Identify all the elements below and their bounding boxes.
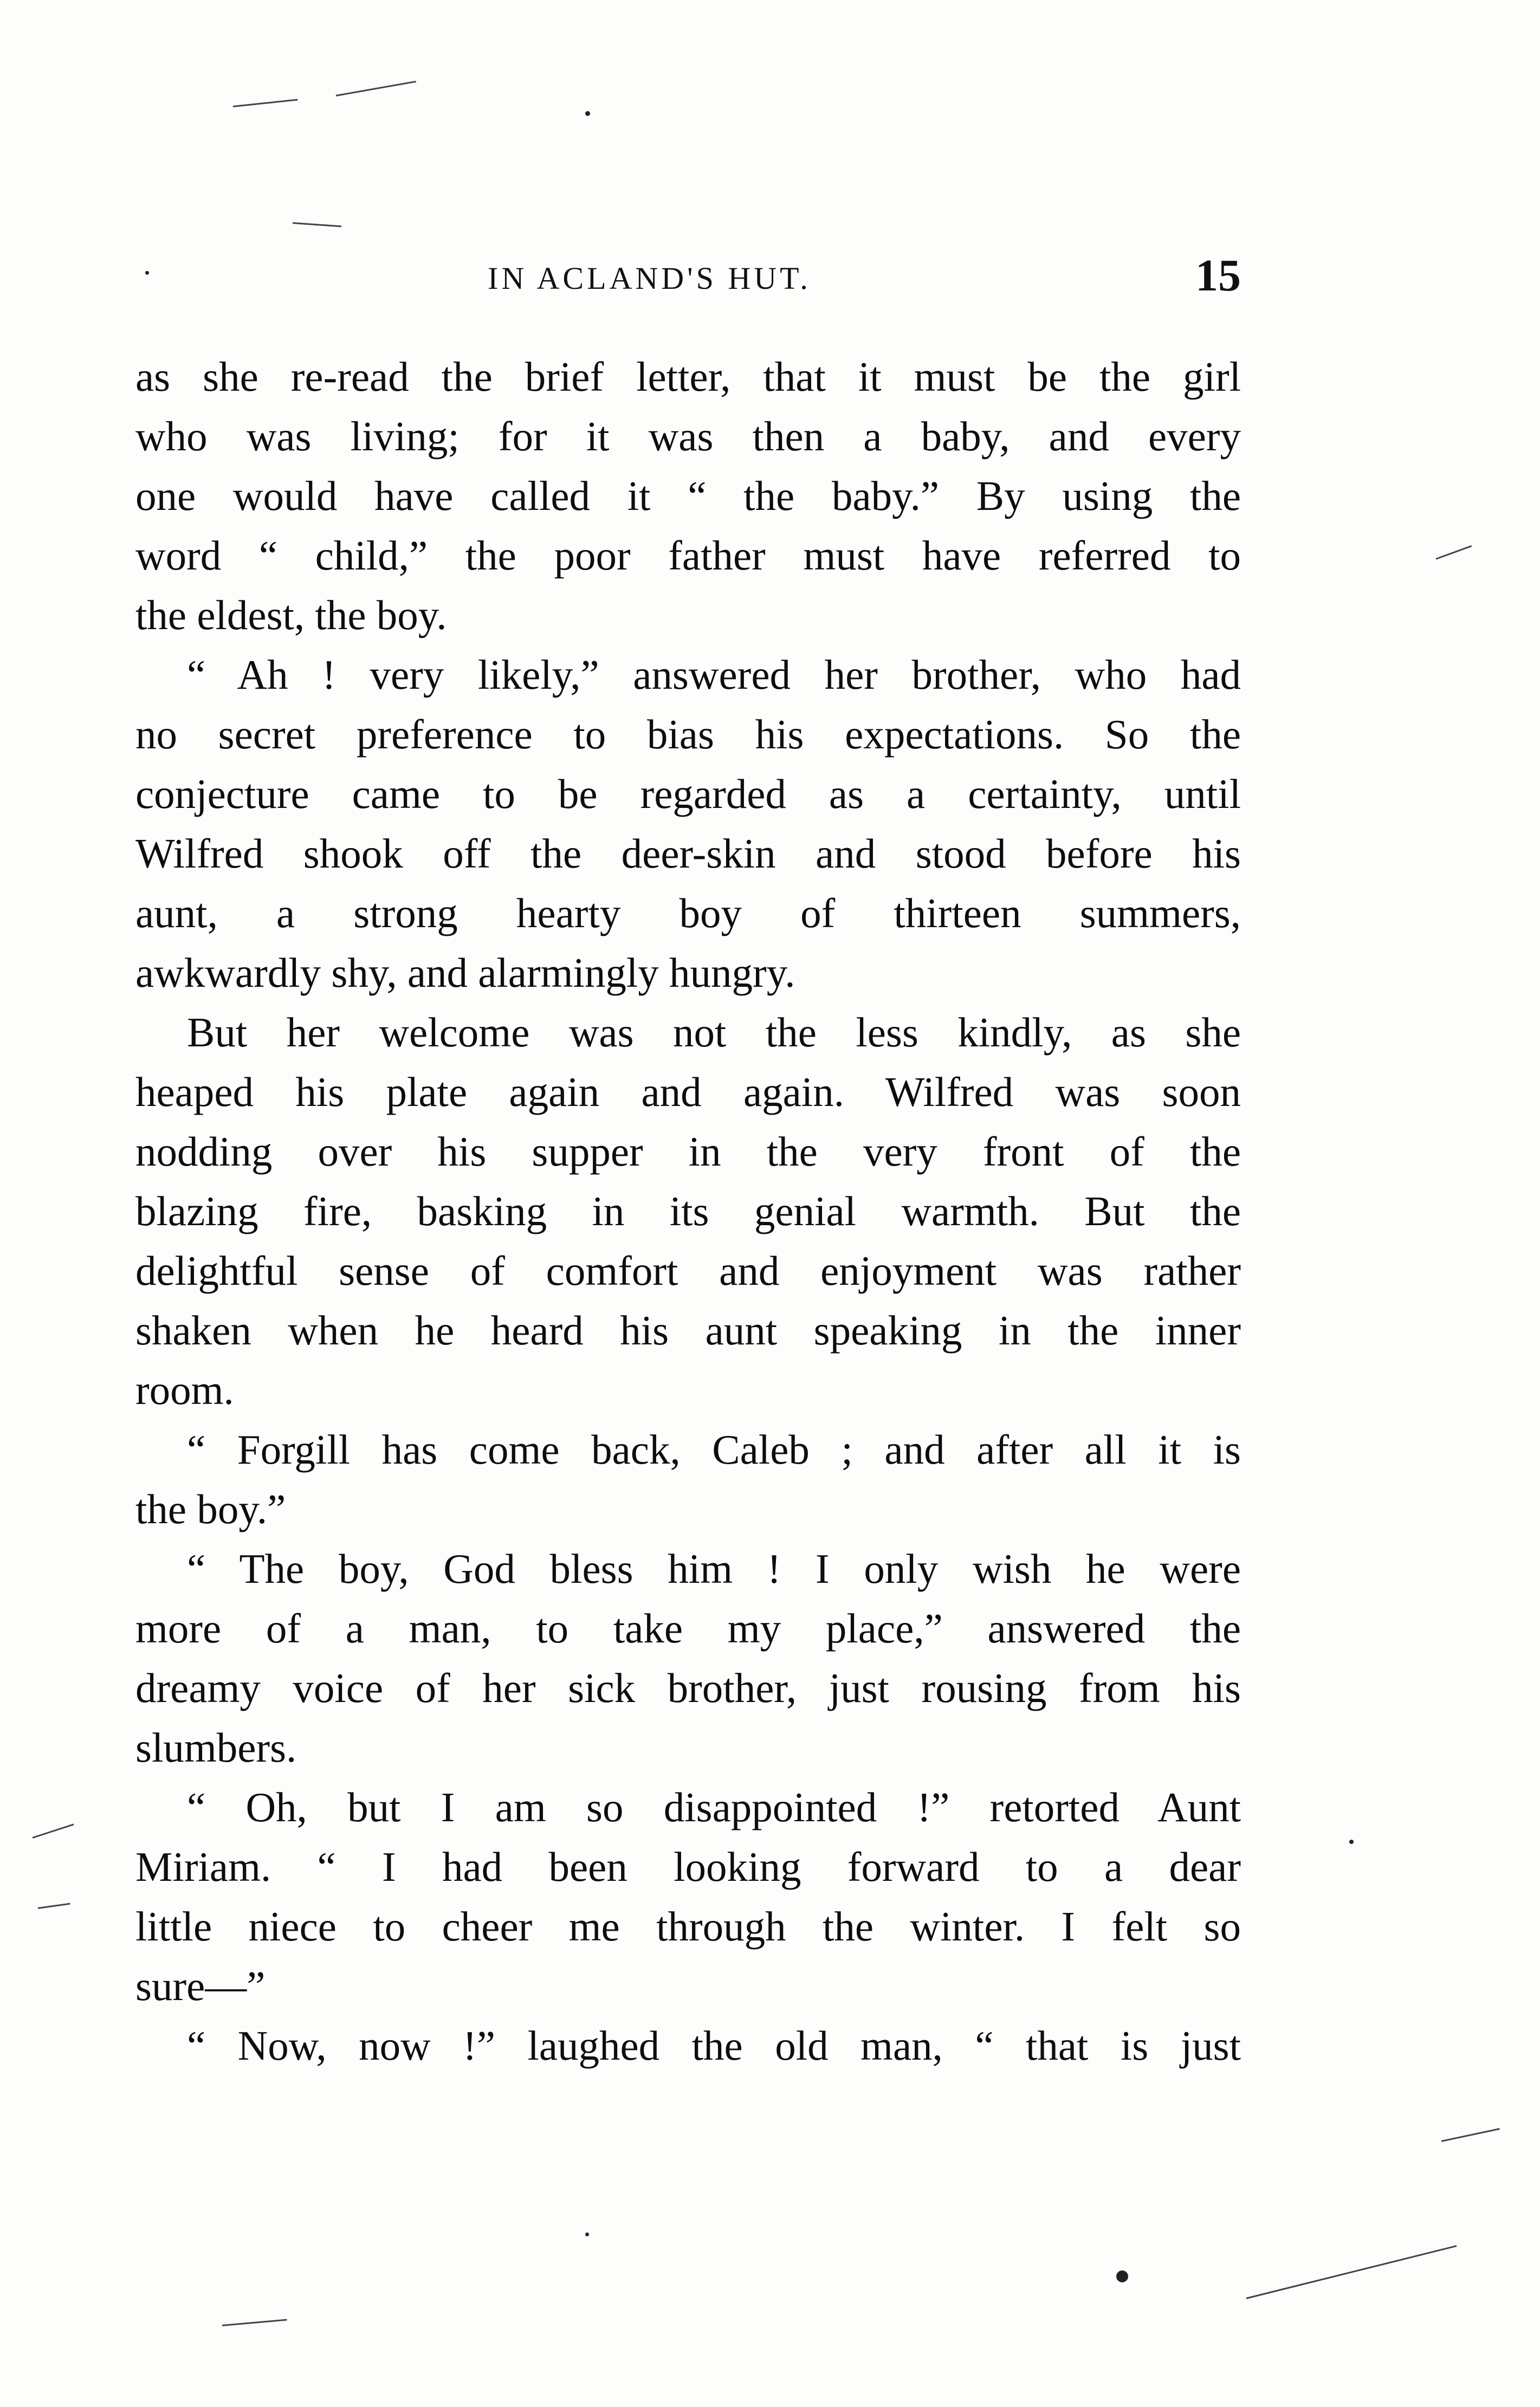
text-line: “ Ah ! very likely,” answered her brother, who had: [187, 651, 1241, 698]
text-line: the eldest, the boy.: [135, 592, 447, 638]
text-line: “ The boy, God bless him ! I only wish he were: [187, 1545, 1241, 1592]
text-line: dreamy voice of her sick brother, just rousing from his: [135, 1665, 1241, 1711]
text-line: sure—”: [135, 1963, 266, 2009]
scan-mark: [336, 81, 416, 96]
text-line: “ Oh, but I am so disappointed !” retorted Aunt: [187, 1784, 1241, 1830]
page-number: 15: [1195, 250, 1241, 301]
running-title: IN ACLAND'S HUT.: [488, 261, 811, 296]
text-line: “ Forgill has come back, Caleb ; and after all it is: [187, 1426, 1241, 1473]
paragraph: [135, 1420, 1241, 1539]
paragraph: [135, 1539, 1241, 1777]
text-line: room.: [135, 1367, 234, 1413]
text-line: nodding over his supper in the very front of the: [135, 1128, 1241, 1175]
text-line: more of a man, to take my place,” answered the: [135, 1605, 1241, 1652]
scan-speck: [585, 2233, 589, 2236]
text-line: conjecture came to be regarded as a certainty, until: [135, 771, 1241, 817]
scan-mark: [222, 2319, 287, 2326]
text-line: the boy.”: [135, 1486, 286, 1532]
scan-mark: [1246, 2245, 1457, 2299]
scan-speck: [585, 111, 590, 116]
text-line: word “ child,” the poor father must have referred to: [135, 532, 1241, 579]
scan-mark: [33, 1823, 74, 1839]
paragraph: [135, 645, 1241, 1002]
text-line: who was living; for it was then a baby, and every: [135, 413, 1241, 460]
text-line: heaped his plate again and again. Wilfred was soon: [135, 1069, 1241, 1115]
scan-mark: [1441, 2128, 1500, 2142]
text-line: But her welcome was not the less kindly, as she: [187, 1009, 1241, 1056]
text-line: little niece to cheer me through the winter. I felt so: [135, 1903, 1241, 1950]
scan-speck: [1116, 2270, 1128, 2282]
paragraph: [135, 1002, 1241, 1420]
scan-mark: [38, 1903, 70, 1909]
text-line: slumbers.: [135, 1724, 297, 1771]
body-text: [135, 347, 1241, 2075]
paragraph: [135, 347, 1241, 645]
text-line: delightful sense of comfort and enjoyment was rather: [135, 1247, 1241, 1294]
text-line: shaken when he heard his aunt speaking in the inner: [135, 1307, 1241, 1354]
text-line: as she re-read the brief letter, that it must be the girl: [135, 353, 1241, 400]
text-line: blazing fire, basking in its genial warmth. But the: [135, 1188, 1241, 1234]
scan-mark: [233, 99, 298, 107]
running-head: [135, 249, 1241, 303]
paragraph: [135, 1777, 1241, 2016]
paragraph: [135, 2016, 1241, 2075]
text-line: Wilfred shook off the deer-skin and stood before his: [135, 830, 1241, 877]
scan-mark: [1435, 545, 1472, 560]
scan-speck: [1349, 1840, 1354, 1844]
scan-mark: [293, 222, 341, 227]
scan-speck: [145, 271, 149, 275]
text-line: aunt, a strong hearty boy of thirteen summers,: [135, 890, 1241, 936]
text-line: “ Now, now !” laughed the old man, “ that is just: [187, 2022, 1241, 2069]
text-line: one would have called it “ the baby.” By using the: [135, 473, 1241, 519]
text-line: awkwardly shy, and alarmingly hungry.: [135, 949, 795, 996]
text-line: no secret preference to bias his expectations. So the: [135, 711, 1241, 758]
text-line: Miriam. “ I had been looking forward to a dear: [135, 1843, 1241, 1890]
